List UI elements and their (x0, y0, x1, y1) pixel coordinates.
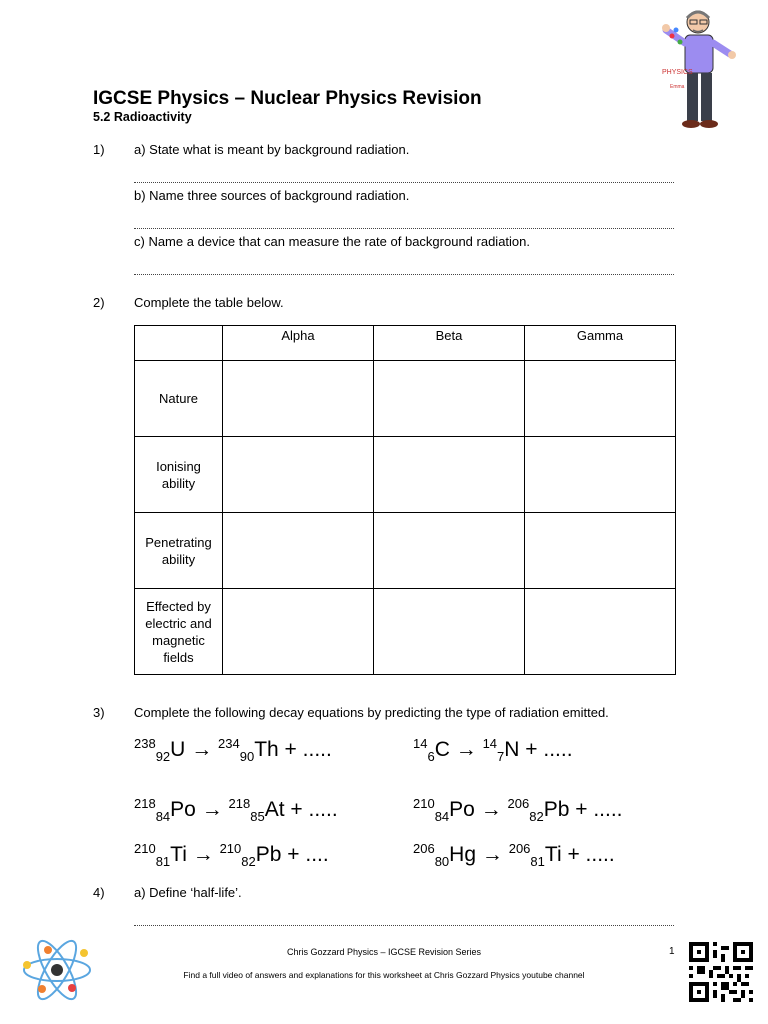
decay-equation-1: $^{238}_{92}$U → $^{234}_{90}$Th + ..... (134, 736, 332, 765)
question-4-number: 4) (93, 885, 105, 900)
table-header-alpha: Alpha (223, 326, 374, 361)
question-1-number: 1) (93, 142, 105, 157)
question-2-text: Complete the table below. (134, 295, 284, 310)
radiation-table (134, 325, 676, 675)
table-header-row (135, 326, 676, 361)
row-label-ionising-ability: Ionising ability (135, 437, 223, 513)
svg-text:Emma: Emma (670, 84, 685, 90)
question-3-number: 3) (93, 705, 105, 720)
answer-cell[interactable] (374, 361, 525, 437)
row-label-nature: Nature (135, 361, 223, 437)
svg-text:PHYSICS: PHYSICS (662, 69, 693, 76)
answer-cell[interactable] (374, 513, 525, 589)
decay-equation-4: $^{210}_{84}$Po → $^{206}_{82}$Pb + ..... (413, 796, 623, 825)
answer-cell[interactable] (223, 589, 374, 675)
table-row (135, 513, 676, 589)
table-row (135, 589, 676, 675)
table-row (135, 361, 676, 437)
answer-cell[interactable] (223, 361, 374, 437)
row-label-penetrating-ability: Penetrating ability (135, 513, 223, 589)
answer-line-1b[interactable] (134, 228, 674, 229)
question-1a-text: a) State what is meant by background radiation. (134, 142, 410, 157)
footer-series-text: Chris Gozzard Physics – IGCSE Revision Series (286, 947, 482, 957)
answer-line-4a[interactable] (134, 925, 674, 926)
page-title: IGCSE Physics – Nuclear Physics Revision (93, 88, 482, 109)
decay-equation-6: $^{206}_{80}$Hg → $^{206}_{81}$Ti + ..... (413, 841, 615, 870)
decay-equation-2: $^{14}_6$C → $^{14}_7$N + ..... (413, 736, 573, 765)
footer-video-note: Find a full video of answers and explanations for this worksheet at Chris Gozzard Physics youtube channel (183, 970, 585, 980)
answer-cell[interactable] (525, 437, 676, 513)
answer-cell[interactable] (525, 361, 676, 437)
question-1b-text: b) Name three sources of background radiation. (134, 188, 410, 203)
question-4a-text: a) Define ‘half-life’. (134, 885, 242, 900)
answer-cell[interactable] (223, 513, 374, 589)
question-1c-text: c) Name a device that can measure the rate of background radiation. (134, 234, 530, 249)
answer-line-1a[interactable] (134, 182, 674, 183)
decay-equation-5: $^{210}_{81}$Ti → $^{210}_{82}$Pb + .... (134, 841, 329, 870)
answer-cell[interactable] (374, 589, 525, 675)
table-header-beta: Beta (374, 326, 525, 361)
table-row (135, 437, 676, 513)
section-subtitle: 5.2 Radioactivity (93, 110, 192, 124)
question-3-text: Complete the following decay equations by predicting the type of radiation emitted. (134, 705, 609, 720)
table-header-gamma: Gamma (525, 326, 676, 361)
answer-cell[interactable] (374, 437, 525, 513)
answer-cell[interactable] (525, 513, 676, 589)
question-2-number: 2) (93, 295, 105, 310)
answer-cell[interactable] (223, 437, 374, 513)
decay-equation-3: $^{218}_{84}$Po → $^{218}_{85}$At + ..... (134, 796, 338, 825)
physics-mascot-illustration (660, 8, 750, 138)
answer-cell[interactable] (525, 589, 676, 675)
table-header-corner (135, 326, 223, 361)
page-number: 1 (669, 946, 675, 957)
answer-line-1c[interactable] (134, 274, 674, 275)
row-label-fields: Effected by electric and magnetic fields (135, 589, 223, 675)
qr-code-icon[interactable] (689, 942, 753, 1002)
